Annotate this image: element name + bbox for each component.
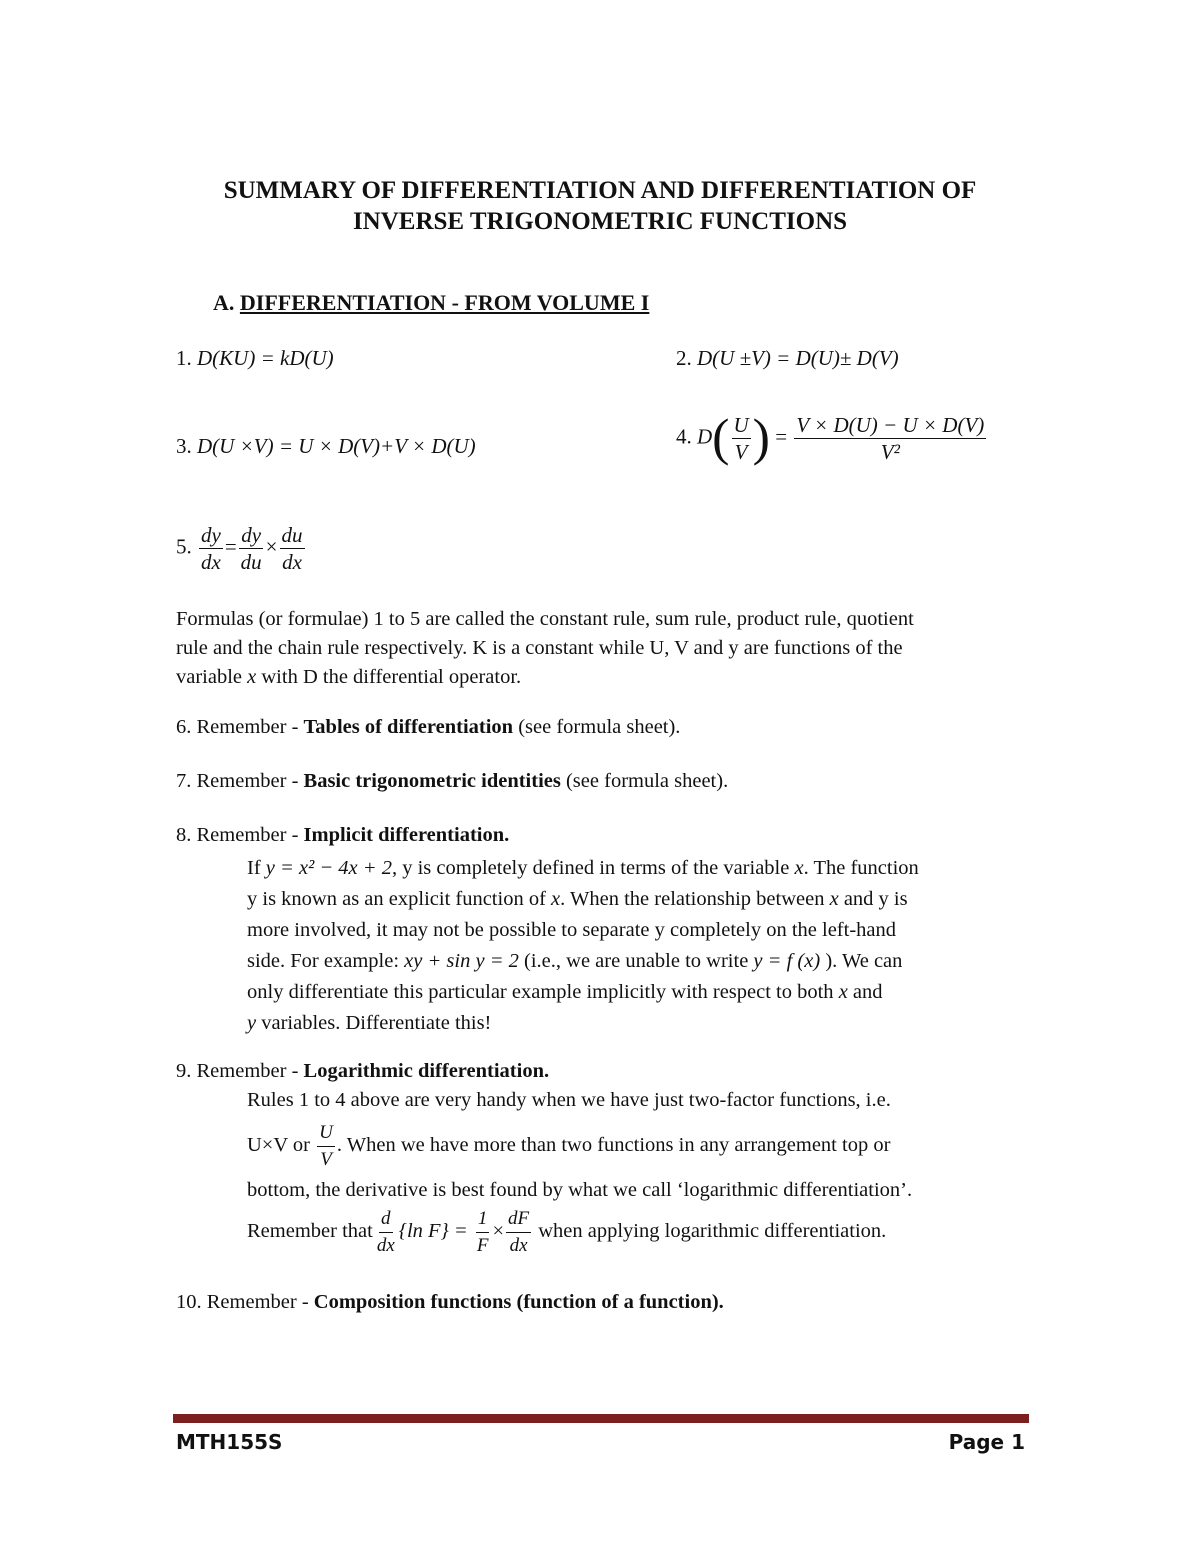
rule-5-equals: = bbox=[224, 534, 237, 559]
rule-5-number: 5. bbox=[176, 534, 192, 559]
rule-4-inner-numerator: U bbox=[733, 413, 749, 437]
item-8-implicit-equation: xy + sin y = 2 bbox=[404, 950, 519, 972]
item-9-u-over-v-denominator: V bbox=[320, 1149, 332, 1170]
item-9-heading bbox=[176, 1057, 1036, 1086]
rule-4-rhs-fraction bbox=[794, 412, 986, 465]
item-9-line-1: Rules 1 to 4 above are very handy when we have just two-factor functions, i.e. bbox=[247, 1089, 891, 1111]
rule-2 bbox=[676, 346, 899, 371]
explanation-line-1: Formulas (or formulae) 1 to 5 are called the constant rule, sum rule, product rule, quotient bbox=[176, 608, 914, 630]
item-9-line-2-a: U×V or bbox=[247, 1134, 316, 1157]
title-line-2: INVERSE TRIGONOMETRIC FUNCTIONS bbox=[352, 208, 848, 235]
item-9-df-dx-numerator: dF bbox=[506, 1206, 531, 1233]
footer-divider bbox=[173, 1414, 1029, 1423]
rule-4-inner-fraction bbox=[732, 412, 751, 465]
item-9-df-dx-denominator: dx bbox=[509, 1235, 528, 1256]
rule-2-number: 2. bbox=[676, 346, 692, 370]
rule-5-fraction-2 bbox=[239, 522, 264, 575]
item-8-prefix: 8. Remember - bbox=[176, 824, 304, 846]
rule-5-fraction-3 bbox=[280, 522, 305, 575]
rule-5-fraction-1-denominator: dx bbox=[201, 550, 221, 574]
section-heading bbox=[213, 290, 649, 316]
item-8-line-4 bbox=[247, 946, 1037, 977]
item-9-d-dx-fraction bbox=[375, 1206, 397, 1259]
explanation-line-3-b: with D the differential operator. bbox=[256, 666, 522, 688]
item-9-line-4 bbox=[247, 1206, 1037, 1259]
item-6 bbox=[176, 713, 1036, 742]
rule-3-number: 3. bbox=[176, 434, 192, 458]
item-8-line-4-a: side. For example: bbox=[247, 950, 405, 972]
item-8-line-1-c: . The function bbox=[803, 857, 919, 879]
rule-4-equals: = bbox=[775, 424, 788, 449]
rule-1-number: 1. bbox=[176, 346, 192, 370]
rule-5-fraction-2-denominator: du bbox=[240, 550, 262, 574]
rules-explanation bbox=[176, 605, 1036, 692]
item-8-line-1-b: , y is completely defined in terms of the variable bbox=[391, 857, 795, 879]
item-9-u-over-v-fraction bbox=[317, 1120, 335, 1173]
item-9-prefix: 9. Remember - bbox=[176, 1060, 304, 1082]
item-8-function-notation: y = f (x) bbox=[753, 950, 821, 972]
rule-4-right-paren: ) bbox=[752, 409, 770, 467]
item-8-line-4-c: ). We can bbox=[820, 950, 903, 972]
rule-5-fraction-1-numerator: dy bbox=[201, 523, 221, 547]
rule-4-inner-denominator: V bbox=[734, 440, 748, 464]
item-8-body bbox=[247, 853, 1037, 1039]
item-10-topic: Composition functions (function of a function). bbox=[313, 1291, 724, 1313]
rule-4-operator: D bbox=[697, 424, 713, 449]
rule-4-number: 4. bbox=[676, 424, 692, 449]
rule-5 bbox=[176, 522, 307, 575]
item-10 bbox=[176, 1288, 1036, 1317]
item-9-body bbox=[247, 1085, 1037, 1259]
item-9-d-dx-denominator: dx bbox=[376, 1235, 395, 1256]
item-8-line-6-b: variables. Differentiate this! bbox=[256, 1012, 492, 1034]
item-7-prefix: 7. Remember - bbox=[176, 770, 304, 792]
item-8-line-6 bbox=[247, 1008, 1037, 1039]
rule-1-formula: D(KU) = kD(U) bbox=[197, 346, 334, 370]
item-9-line-2 bbox=[247, 1120, 1037, 1173]
item-6-suffix: (see formula sheet). bbox=[513, 716, 681, 738]
item-8-line-2 bbox=[247, 884, 1037, 915]
rule-4-rhs-denominator: V² bbox=[880, 440, 900, 464]
item-9-line-3: bottom, the derivative is best found by what we call ‘logarithmic differentiation’. bbox=[247, 1179, 913, 1201]
rule-3-formula: D(U ×V) = U × D(V)+V × D(U) bbox=[197, 434, 476, 458]
rule-5-fraction-3-denominator: dx bbox=[282, 550, 302, 574]
rule-5-fraction-3-numerator: du bbox=[281, 523, 303, 547]
page-title bbox=[120, 175, 1080, 237]
item-9-one-over-f-numerator: 1 bbox=[476, 1206, 490, 1233]
section-letter: A. bbox=[213, 290, 235, 315]
item-9-topic: Logarithmic differentiation. bbox=[303, 1060, 550, 1082]
rule-5-fraction-1 bbox=[199, 522, 223, 575]
rule-1 bbox=[176, 346, 334, 371]
item-9-ln-f: {ln F} = bbox=[398, 1220, 473, 1243]
item-9-times: × bbox=[492, 1220, 504, 1243]
rule-4-left-paren: ( bbox=[712, 409, 730, 467]
item-8-line-2-b: . When the relationship between bbox=[560, 888, 830, 910]
section-title: DIFFERENTIATION - FROM VOLUME I bbox=[239, 290, 650, 315]
rule-4 bbox=[676, 409, 988, 467]
item-8-line-5-x: x bbox=[838, 981, 848, 1003]
item-8-line-2-c: and y is bbox=[838, 888, 908, 910]
item-9-d-dx-numerator: d bbox=[379, 1206, 393, 1233]
item-8-line-2-x2: x bbox=[829, 888, 839, 910]
title-line-1: SUMMARY OF DIFFERENTIATION AND DIFFERENTIATION OF bbox=[223, 177, 977, 204]
item-8-explicit-equation: y = x² − 4x + 2 bbox=[265, 857, 392, 879]
item-8-line-1-a: If bbox=[247, 857, 266, 879]
rule-2-formula: D(U ±V) = D(U)± D(V) bbox=[697, 346, 899, 370]
item-8-line-5-b: and bbox=[847, 981, 883, 1003]
rule-4-rhs-numerator: V × D(U) − U × D(V) bbox=[796, 413, 985, 437]
item-9-u-over-v-numerator: U bbox=[317, 1120, 335, 1147]
item-7-topic: Basic trigonometric identities bbox=[303, 770, 561, 792]
item-8-heading bbox=[176, 821, 1036, 850]
rule-5-fraction-2-numerator: dy bbox=[241, 523, 262, 547]
item-9-line-2-b: . When we have more than two functions in any arrangement top or bbox=[336, 1134, 891, 1157]
item-6-topic: Tables of differentiation bbox=[303, 716, 514, 738]
item-8-line-5 bbox=[247, 977, 1037, 1008]
item-8-line-1 bbox=[247, 853, 1037, 884]
item-8-line-3: more involved, it may not be possible to separate y completely on the left-hand bbox=[247, 919, 896, 941]
explanation-line-3 bbox=[176, 663, 1036, 692]
footer-course-code: MTH155S bbox=[176, 1430, 283, 1454]
item-8-line-5-a: only differentiate this particular example implicitly with respect to both bbox=[247, 981, 839, 1003]
item-8-line-4-b: (i.e., we are unable to write bbox=[518, 950, 754, 972]
rule-3 bbox=[176, 434, 476, 459]
rule-5-times: × bbox=[265, 534, 278, 559]
item-7-suffix: (see formula sheet). bbox=[560, 770, 729, 792]
explanation-line-3-a: variable bbox=[176, 666, 248, 688]
item-8-topic: Implicit differentiation. bbox=[303, 824, 510, 846]
item-7 bbox=[176, 767, 1036, 796]
item-9-one-over-f-fraction bbox=[475, 1206, 491, 1259]
item-8-line-2-x: x bbox=[551, 888, 561, 910]
explanation-line-2: rule and the chain rule respectively. K is a constant while U, V and y are functions of the bbox=[176, 637, 903, 659]
item-8-line-6-y: y bbox=[247, 1012, 257, 1034]
item-8-line-1-x: x bbox=[794, 857, 804, 879]
item-9-line-4-b: when applying logarithmic differentiation. bbox=[533, 1220, 887, 1243]
item-9-line-4-a: Remember that bbox=[247, 1220, 373, 1243]
item-6-prefix: 6. Remember - bbox=[176, 716, 304, 738]
footer-page-number: Page 1 bbox=[948, 1430, 1025, 1454]
item-10-prefix: 10. Remember - bbox=[176, 1291, 314, 1313]
item-8-line-2-a: y is known as an explicit function of bbox=[247, 888, 552, 910]
explanation-variable-x: x bbox=[247, 666, 257, 688]
item-9-one-over-f-denominator: F bbox=[476, 1235, 489, 1256]
item-9-df-dx-fraction bbox=[506, 1206, 531, 1259]
